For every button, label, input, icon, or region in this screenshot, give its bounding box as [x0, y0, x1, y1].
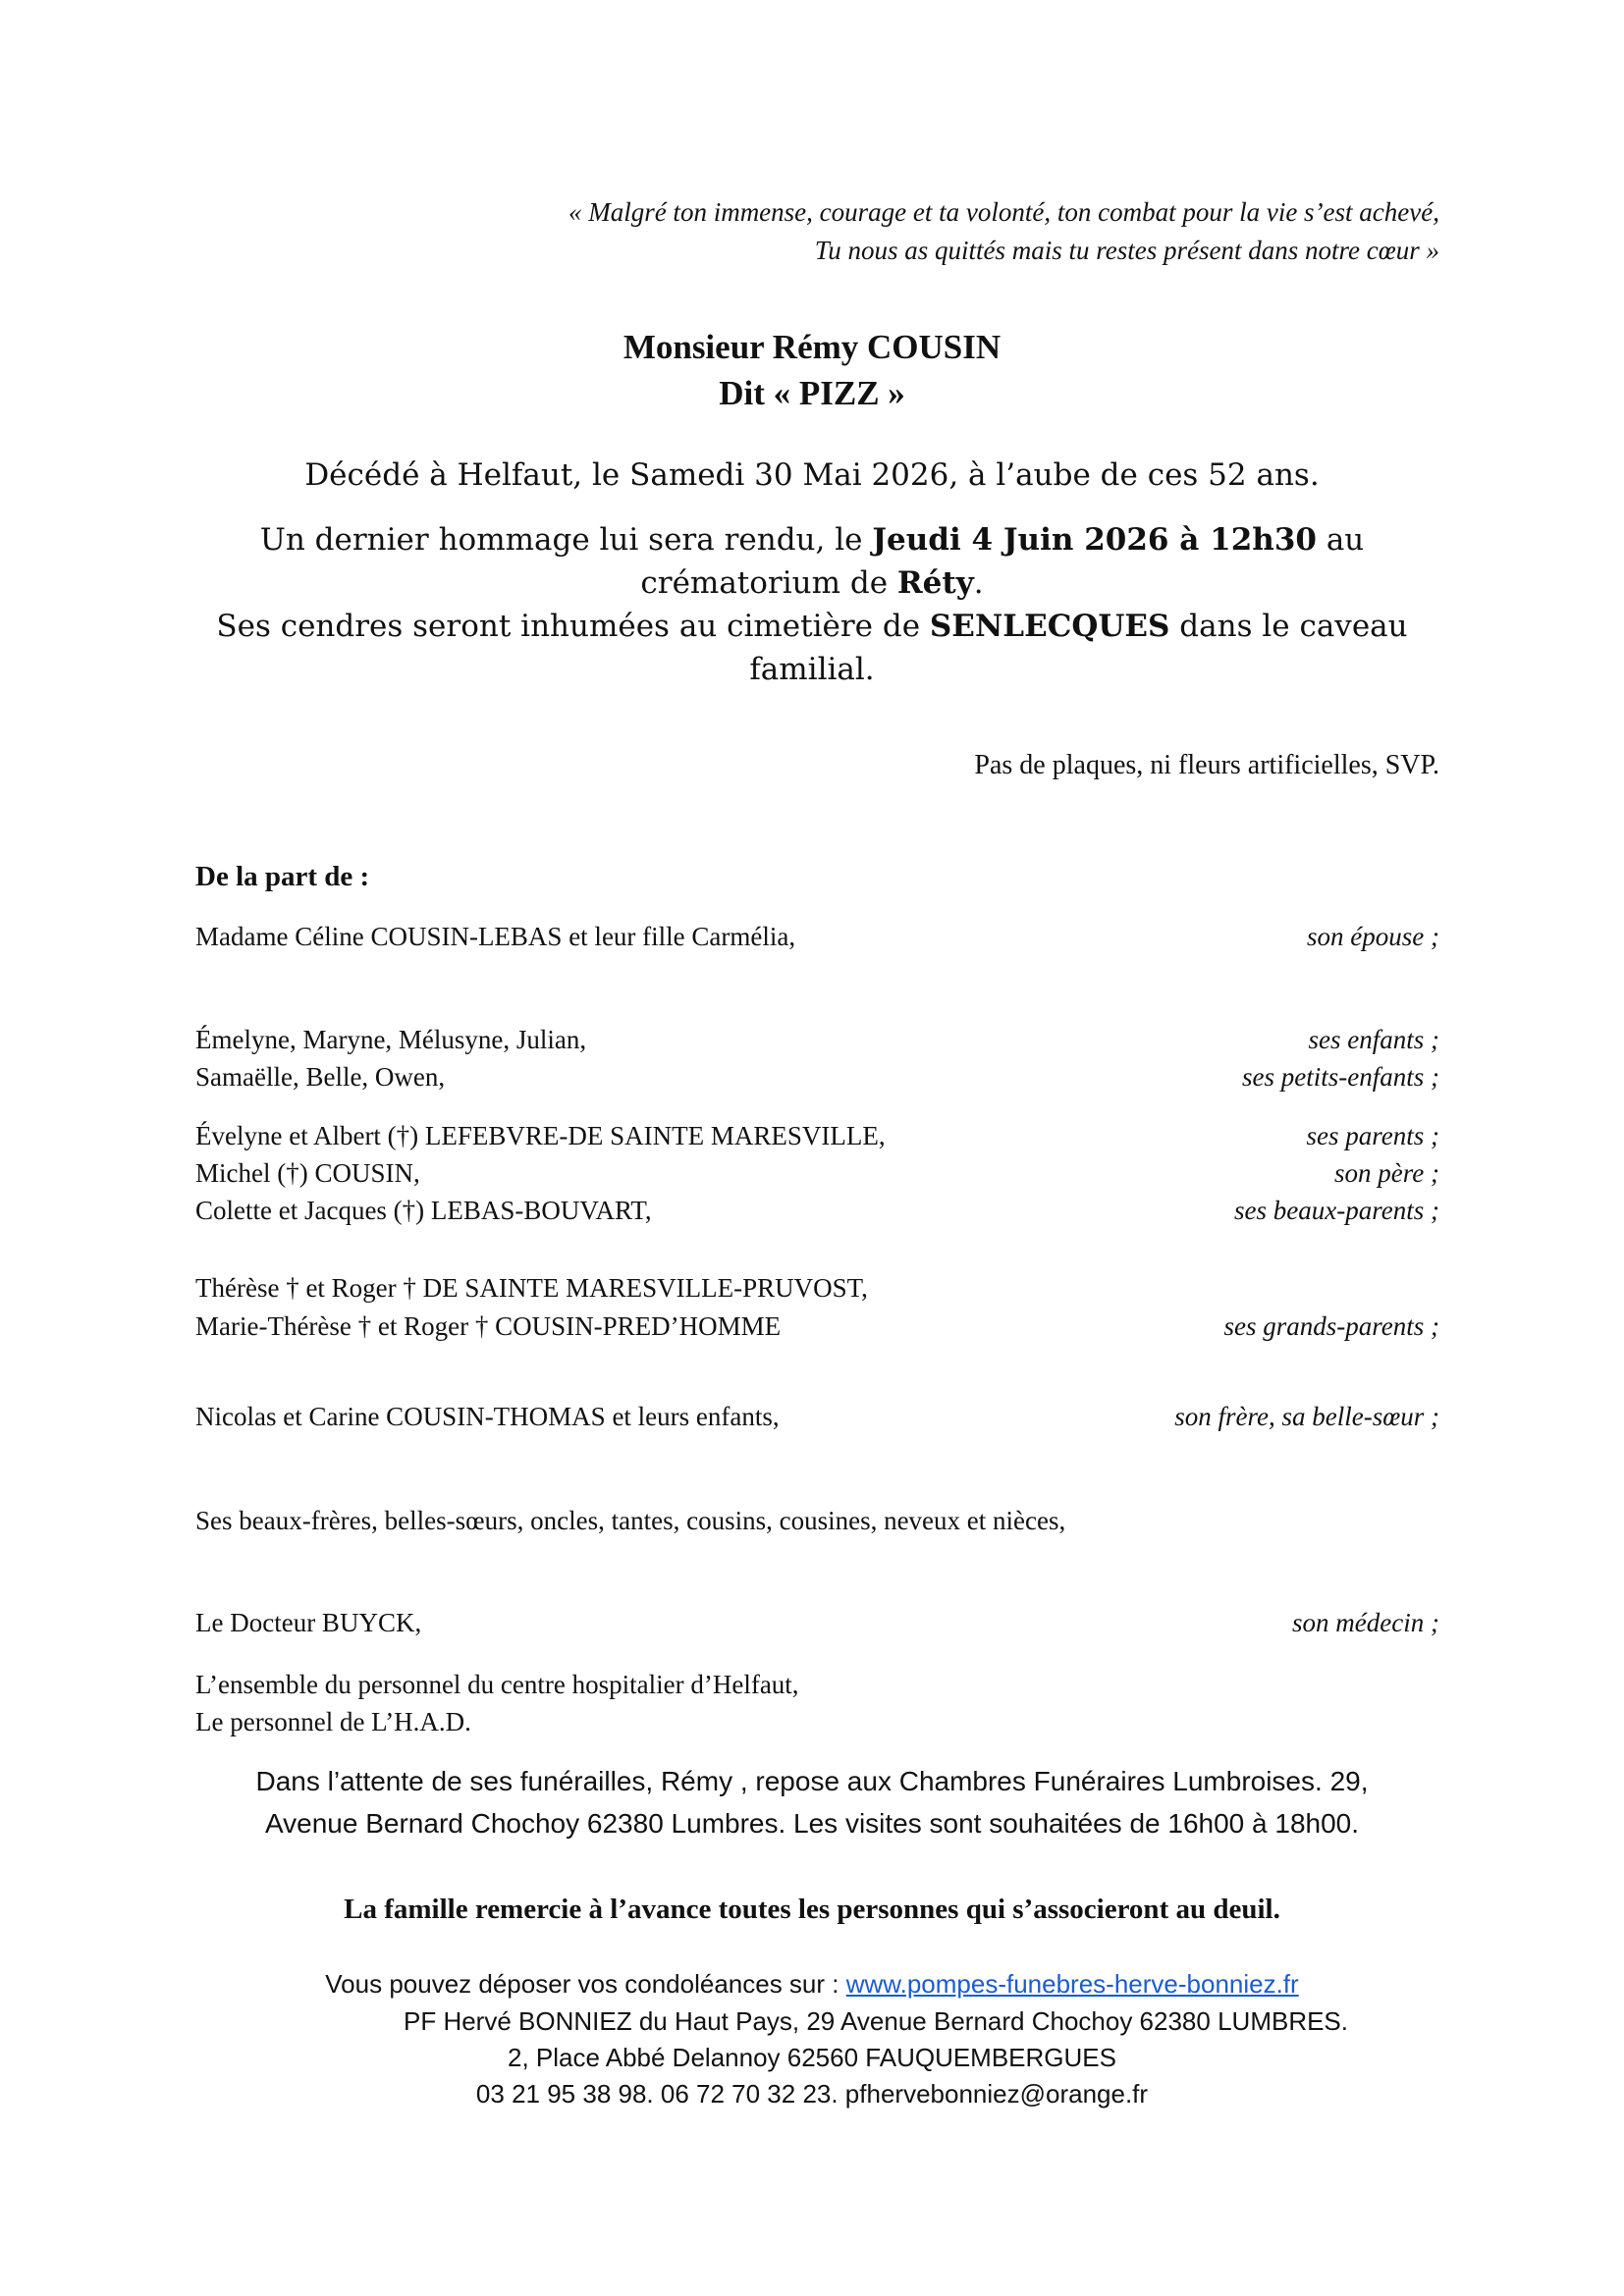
family-members: Marie-Thérèse † et Roger † COUSIN-PRED’HOMME: [195, 1311, 782, 1341]
family-members: Madame Céline COUSIN-LEBAS et leur fille Carmélia,: [195, 922, 796, 951]
family-members: Émelyne, Maryne, Mélusyne, Julian,: [195, 1025, 587, 1054]
tribute-text-1: Un dernier hommage lui sera rendu, le: [259, 522, 873, 558]
death-announcement: Décédé à Helfaut, le Samedi 30 Mai 2026, à l’aube de ces 52 ans.: [304, 457, 1320, 493]
epigraph-line-1: « Malgré ton immense, courage et ta volonté, ton combat pour la vie s’est achevé,: [568, 197, 1439, 227]
deceased-nickname: Dit « PIZZ »: [719, 374, 905, 412]
funeral-home-notice: [118, 1760, 1506, 1844]
family-relation: ses beaux-parents ;: [1234, 1196, 1439, 1225]
tribute-announcement: [157, 518, 1467, 691]
epigraph-quote: [568, 193, 1439, 270]
family-relation: ses enfants ;: [1308, 1025, 1439, 1054]
funeral-home-line-1: Dans l’attente de ses funérailles, Rémy , repose aux Chambres Funéraires Lumbroises. 29,: [255, 1766, 1369, 1796]
family-members: L’ensemble du personnel du centre hospitalier d’Helfaut,: [195, 1670, 799, 1699]
condolences-label: Vous pouvez déposer vos condoléances sur :: [325, 1969, 846, 1999]
deceased-name: Monsieur Rémy COUSIN: [623, 328, 1001, 366]
family-members: Nicolas et Carine COUSIN-THOMAS et leurs enfants,: [195, 1402, 780, 1431]
family-members: Thérèse † et Roger † DE SAINTE MARESVILLE-PRUVOST,: [195, 1273, 868, 1303]
epigraph-line-2: Tu nous as quittés mais tu restes présent dans notre cœur »: [814, 236, 1439, 265]
family-members: Ses beaux-frères, belles-sœurs, oncles, tantes, cousins, cousines, neveux et nièces,: [195, 1506, 1066, 1535]
family-members: Colette et Jacques (†) LEBAS-BOUVART,: [195, 1196, 652, 1225]
family-relation: son père ;: [1334, 1158, 1439, 1188]
ashes-text-2: dans le caveau familial.: [749, 609, 1408, 687]
family-members: Samaëlle, Belle, Owen,: [195, 1062, 446, 1092]
tribute-date: Jeudi 4 Juin 2026 à 12h30: [872, 522, 1317, 558]
funeral-home-line-2: Avenue Bernard Chochoy 62380 Lumbres. Les visites sont souhaitées de 16h00 à 18h00.: [264, 1808, 1360, 1839]
family-relation: ses petits-enfants ;: [1242, 1062, 1439, 1092]
condolences-line: [0, 1966, 1624, 2002]
tribute-place: Réty: [896, 565, 974, 601]
ashes-text-1: Ses cendres seront inhumées au cimetière de: [216, 609, 930, 644]
family-relation: ses grands-parents ;: [1223, 1311, 1439, 1341]
ashes-place: SENLECQUES: [929, 609, 1170, 644]
family-relation: son épouse ;: [1307, 922, 1439, 951]
funeral-home-address-2: 2, Place Abbé Delannoy 62560 FAUQUEMBERGUES: [508, 2043, 1116, 2072]
family-relation: son médecin ;: [1292, 1608, 1439, 1637]
deceased-name-block: [0, 324, 1624, 416]
tribute-text-3: .: [973, 565, 984, 601]
family-relation: son frère, sa belle-sœur ;: [1174, 1402, 1439, 1431]
thanks-message: La famille remercie à l’avance toutes les personnes qui s’associeront au deuil.: [344, 1894, 1280, 1925]
family-members: Évelyne et Albert (†) LEFEBVRE-DE SAINTE MARESVILLE,: [195, 1121, 886, 1150]
family-members: Le Docteur BUYCK,: [195, 1608, 422, 1637]
tribute-text-2: au crématorium de: [640, 522, 1365, 601]
website-link[interactable]: www.pompes-funebres-herve-bonniez.fr: [845, 1969, 1299, 1999]
family-members: Le personnel de L’H.A.D.: [195, 1707, 471, 1736]
no-flowers-notice: Pas de plaques, ni fleurs artificielles, SVP.: [974, 750, 1439, 780]
phone-email-line: 03 21 95 38 98. 06 72 70 32 23. pfhervebonniez@orange.fr: [475, 2079, 1149, 2109]
from-label: De la part de :: [195, 861, 370, 892]
family-members: Michel (†) COUSIN,: [195, 1158, 420, 1188]
family-relation: ses parents ;: [1306, 1121, 1439, 1150]
funeral-home-address-1: PF Hervé BONNIEZ du Haut Pays, 29 Avenue Bernard Chochoy 62380 LUMBRES.: [404, 2006, 1348, 2036]
